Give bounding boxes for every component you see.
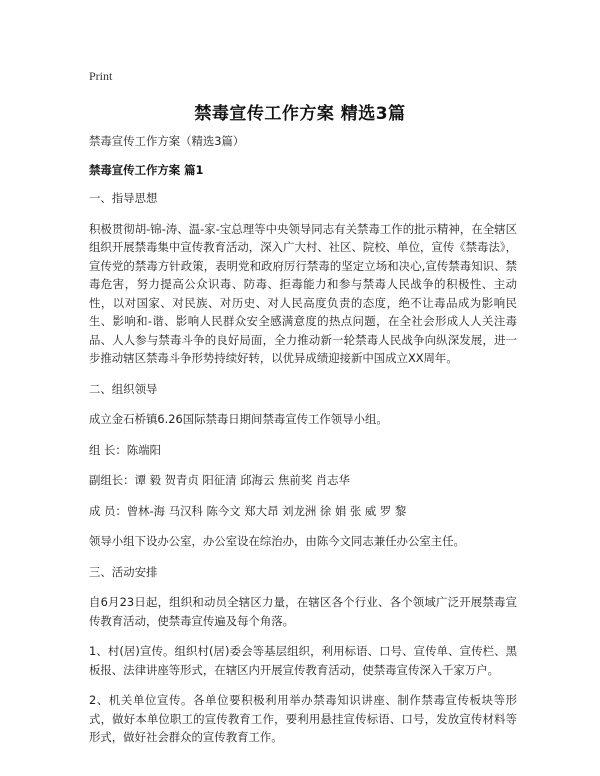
- heading-activities: 三、活动安排: [89, 564, 158, 579]
- document-title: 禁毒宣传工作方案 精选3篇: [194, 104, 406, 124]
- document-body: [89, 132, 517, 759]
- print-label[interactable]: Print: [89, 69, 113, 83]
- organization-members: 成 员：曾林-海 马汉科 陈今文 郑大昂 刘龙洲 徐 娟 张 威 罗 黎: [89, 503, 407, 518]
- organization-office: 领导小组下设办公室，办公室设在综治办，由陈今文同志兼任办公室主任。: [89, 534, 465, 548]
- organization-leader: 组 长：陈端阳: [89, 442, 161, 457]
- heading-guiding-principles: 一、指导思想: [89, 191, 158, 205]
- activities-item-2: 2、机关单位宣传。各单位要积极利用举办禁毒知识讲座、制作禁毒宣传板块等形式，做好本单位职工的宣传教育工作，要利用悬挂宣传标语、口号，发放宣传材料等形式，做好社会群众的宣传教育工作。: [89, 693, 517, 744]
- document-subtitle: 禁毒宣传工作方案（精选3篇）: [89, 134, 245, 148]
- heading-organization: 二、组织领导: [89, 381, 158, 396]
- activities-item-1: 1、村(居)宣传。组织村(居)委会等基层组织，利用标语、口号、宣传单、宣传栏、黑板报、法律讲座等形式，在辖区内开展宣传教育活动，使禁毒宣传深入千家万户。: [89, 644, 517, 677]
- activities-intro: 自6月23日起，组织和动员全辖区力量，在辖区各个行业、各个领域广泛开展禁毒宣传教育活动，使禁毒宣传遍及每个角落。: [89, 595, 517, 628]
- organization-deputy: 副组长：谭 毅 贺青贞 阳征清 邱海云 焦前奖 肖志华: [89, 473, 350, 487]
- organization-intro: 成立金石桥镇6.26国际禁毒日期间禁毒宣传工作领导小组。: [89, 412, 388, 426]
- paragraph-guiding-principles: 积极贯彻胡-锦-涛、温-家-宝总理等中央领导同志有关禁毒工作的批示精神，在全辖区组织开展禁毒集中宣传教育活动，深入广大村、社区、院校、单位，宣传《禁毒法》，宣传党的禁毒方针政策，表明党和政府厉行禁毒的坚定立场和决心,宣传禁毒知识、禁毒危害，努力提高公众识毒、防毒、拒毒能力和参与禁毒人民战争的积极性、主动性，以对国家、对民族、对历史、对人民高度负责的态度，绝不让毒品成为影响民生、影响和-谐、影响人民群众安全感满意度的热点问题，在全社会形成人人关注毒品、人人参与禁毒斗争的良好局面，全力推动新一轮禁毒人民战争向纵深发展，进一步推动辖区禁毒斗争形势持续好转，以优异成绩迎接新中国成立XX周年。: [89, 221, 517, 365]
- section-title: 禁毒宣传工作方案 篇1: [89, 162, 204, 177]
